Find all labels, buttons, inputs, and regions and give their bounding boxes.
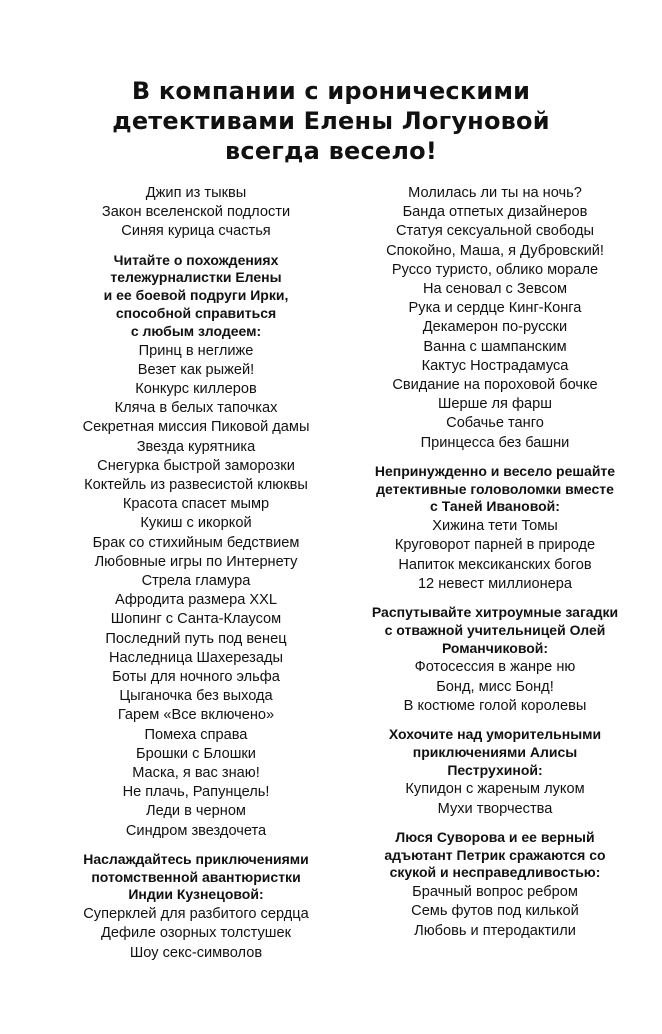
- series-heading-line: детективные головоломки вместе: [376, 480, 614, 497]
- series-heading-line: Пеструхиной:: [447, 761, 543, 778]
- series-heading-line: способной справиться: [115, 305, 277, 321]
- book-title: Помеха справа: [144, 726, 248, 743]
- book-title: Рука и сердце Кинг-Конга: [408, 300, 582, 317]
- book-title: Джип из тыквы: [145, 185, 247, 201]
- book-title: Собачье танго: [446, 415, 544, 432]
- series-heading-line: Романчиковой:: [441, 639, 549, 656]
- book-title: Статуя сексуальной свободы: [396, 223, 594, 240]
- book-title: Принц в неглиже: [138, 342, 254, 359]
- book-title: Принцесса без башни: [420, 434, 570, 451]
- book-title: Конкурс киллеров: [135, 381, 257, 397]
- book-title-list: [40, 342, 352, 841]
- series-heading-line: с любым злодеем:: [130, 322, 262, 339]
- series-heading-line: тележурналистки Елены: [110, 269, 282, 286]
- book-title-list: [40, 184, 352, 242]
- series-heading: [340, 604, 650, 657]
- book-title: Секретная миссия Пиковой дамы: [82, 419, 310, 436]
- book-title: Купидон с жареным луком: [405, 781, 585, 798]
- book-title: Стрела гламура: [141, 573, 251, 590]
- book-title: Суперклей для разбитого сердца: [83, 906, 309, 923]
- book-title: В костюме голой королевы: [403, 697, 587, 714]
- book-title: Дефиле озорных толстушек: [101, 925, 291, 942]
- series-heading-line: потомственной авантюристки: [91, 868, 301, 885]
- left-column: [40, 184, 352, 963]
- book-title: Шопинг с Санта-Клаусом: [110, 611, 282, 628]
- book-title: Не плачь, Рапунцель!: [122, 784, 270, 801]
- book-title: Декамерон по-русски: [422, 319, 568, 336]
- series-heading-line: скукой и несправедливостью:: [389, 864, 601, 881]
- book-series-section: [40, 252, 352, 841]
- series-heading: [40, 252, 352, 341]
- series-heading: [40, 851, 352, 904]
- book-series-section: [340, 184, 650, 453]
- book-title: Кукиш с икоркой: [140, 515, 252, 532]
- book-title: Коктейль из развесистой клюквы: [84, 477, 308, 494]
- series-heading-line: Индии Кузнецовой:: [128, 886, 264, 903]
- book-title: Любовь и птеродактили: [414, 922, 576, 939]
- book-title: Свидание на пороховой бочке: [392, 377, 598, 394]
- book-title: 12 невест миллионера: [417, 575, 573, 592]
- series-heading: [340, 463, 650, 516]
- right-column: [340, 184, 650, 941]
- series-heading: [340, 726, 650, 779]
- book-series-section: [40, 184, 352, 242]
- book-title-list: [340, 780, 650, 818]
- book-title: Закон вселенской подлости: [101, 204, 291, 221]
- book-series-section: [340, 829, 650, 941]
- series-heading-line: приключениями Алисы: [412, 743, 578, 760]
- book-series-section: [40, 851, 352, 963]
- book-title: Красота спасет мымр: [122, 496, 270, 513]
- book-title: Везет как рыжей!: [137, 361, 255, 378]
- book-title: Банда отпетых дизайнеров: [402, 204, 588, 221]
- book-title: Напиток мексиканских богов: [398, 556, 592, 573]
- book-title: Последний путь под венец: [105, 630, 287, 647]
- book-title: Кактус Нострадамуса: [421, 357, 569, 374]
- book-title-list: [340, 517, 650, 594]
- book-title-list: [340, 184, 650, 453]
- book-title: Снегурка быстрой заморозки: [97, 457, 295, 474]
- series-heading-line: адъютант Петрик сражаются со: [384, 846, 606, 863]
- book-title: Круговорот парней в природе: [394, 537, 596, 554]
- book-title: На сеновал с Зевсом: [422, 281, 568, 298]
- book-title: Шоу секс-символов: [129, 944, 263, 961]
- book-title-list: [40, 905, 352, 963]
- book-title: Боты для ночного эльфа: [112, 669, 280, 686]
- book-series-section: [340, 726, 650, 819]
- title-line: В компании с ироническими: [131, 77, 531, 105]
- book-title: Ванна с шампанским: [423, 338, 567, 355]
- book-title: Бонд, мисс Бонд!: [436, 678, 554, 695]
- book-title: Леди в черном: [146, 803, 246, 820]
- book-title: Брошки с Блошки: [136, 745, 256, 762]
- series-heading-line: Хохочите над уморительными: [388, 726, 602, 743]
- book-title: Маска, я вас знаю!: [132, 765, 260, 782]
- title-line: детективами Елены Логуновой: [112, 107, 550, 135]
- book-title: Шерше ля фарш: [438, 396, 552, 413]
- series-heading-line: с Таней Ивановой:: [430, 498, 560, 515]
- series-heading: [340, 829, 650, 882]
- book-title: Афродита размера XXL: [115, 592, 277, 609]
- book-series-section: [340, 604, 650, 716]
- series-heading-line: и ее боевой подруги Ирки,: [103, 287, 289, 304]
- book-title: Звезда курятника: [136, 438, 256, 455]
- book-title: Синяя курица счастья: [121, 223, 271, 240]
- series-heading-line: Наслаждайтесь приключениями: [83, 850, 309, 867]
- book-title: Брачный вопрос ребром: [412, 884, 578, 901]
- book-title: Семь футов под килькой: [411, 903, 579, 920]
- book-title: Руссо туристо, облико морале: [391, 261, 599, 278]
- book-title: Гарем «Все включено»: [117, 707, 275, 724]
- series-heading-line: Распутывайте хитроумные загадки: [371, 604, 619, 621]
- book-title: Молилась ли ты на ночь?: [408, 185, 582, 201]
- book-title: Синдром звездочета: [125, 822, 267, 839]
- book-title-list: [340, 883, 650, 941]
- book-title: Цыганочка без выхода: [119, 688, 273, 705]
- title-line: всегда весело!: [225, 137, 437, 165]
- book-title: Любовные игры по Интернету: [94, 553, 298, 570]
- book-title: Спокойно, Маша, я Дубровский!: [386, 242, 604, 259]
- series-heading-line: Непринужденно и весело решайте: [374, 462, 616, 479]
- series-heading-line: с отважной учительницей Олей: [384, 621, 606, 638]
- book-title: Кляча в белых тапочках: [114, 400, 278, 417]
- book-title-list: [340, 658, 650, 716]
- series-heading-line: Люся Суворова и ее верный: [395, 828, 595, 845]
- book-title: Брак со стихийным бедствием: [92, 534, 300, 551]
- book-title: Фотосессия в жанре ню: [414, 659, 576, 676]
- book-title: Хижина тети Томы: [432, 518, 558, 535]
- book-series-section: [340, 463, 650, 594]
- series-heading-line: Читайте о похождениях: [113, 251, 279, 268]
- book-title: Наследница Шахерезады: [109, 649, 283, 666]
- page-title: [60, 76, 602, 166]
- book-title: Мухи творчества: [437, 800, 553, 817]
